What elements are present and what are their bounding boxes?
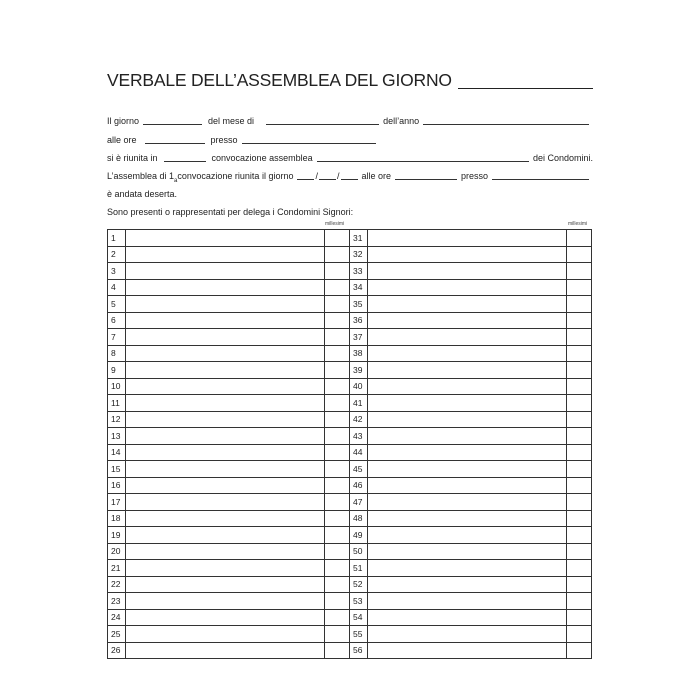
table-row xyxy=(350,626,592,643)
condomino-name-cell[interactable] xyxy=(126,345,325,362)
row-number: 21 xyxy=(108,560,126,577)
millesimi-cell[interactable] xyxy=(567,362,592,379)
table-row xyxy=(350,296,592,313)
date-line xyxy=(107,113,593,126)
millesimi-cell[interactable] xyxy=(567,329,592,346)
condomino-name-cell[interactable] xyxy=(126,543,325,560)
row-number: 35 xyxy=(350,296,368,313)
millesimi-header-left: millesimi xyxy=(325,221,345,227)
convocation-line xyxy=(107,150,593,163)
riunita-blank[interactable] xyxy=(164,160,206,162)
deserta-label: è andata deserta. xyxy=(107,189,178,199)
condomino-name-cell[interactable] xyxy=(126,246,325,263)
condomino-name-cell[interactable] xyxy=(126,609,325,626)
millesimi-cell[interactable] xyxy=(325,329,350,346)
condomino-name-cell[interactable] xyxy=(368,312,567,329)
giorno-label: Il giorno xyxy=(107,116,140,126)
row-number: 43 xyxy=(350,428,368,445)
table-row xyxy=(108,527,350,544)
day-blank[interactable] xyxy=(297,178,314,180)
row-number: 56 xyxy=(350,642,368,659)
table-row xyxy=(108,312,350,329)
table-row xyxy=(350,279,592,296)
row-number: 15 xyxy=(108,461,126,478)
table-row xyxy=(350,543,592,560)
millesimi-cell[interactable] xyxy=(325,444,350,461)
condomino-name-cell[interactable] xyxy=(126,395,325,412)
table-row xyxy=(350,642,592,659)
row-number: 18 xyxy=(108,510,126,527)
table-row xyxy=(108,345,350,362)
millesimi-cell[interactable] xyxy=(567,477,592,494)
row-number: 49 xyxy=(350,527,368,544)
ore-blank[interactable] xyxy=(145,142,205,144)
table-row xyxy=(108,609,350,626)
row-number: 14 xyxy=(108,444,126,461)
row-number: 40 xyxy=(350,378,368,395)
table-row xyxy=(350,263,592,280)
row-number: 22 xyxy=(108,576,126,593)
row-number: 26 xyxy=(108,642,126,659)
millesimi-cell[interactable] xyxy=(325,510,350,527)
row-number: 50 xyxy=(350,543,368,560)
condomino-name-cell[interactable] xyxy=(126,560,325,577)
millesimi-cell[interactable] xyxy=(567,312,592,329)
table-row xyxy=(108,263,350,280)
table-row xyxy=(350,609,592,626)
millesimi-cell[interactable] xyxy=(325,312,350,329)
millesimi-cell[interactable] xyxy=(567,642,592,659)
millesimi-cell[interactable] xyxy=(567,263,592,280)
table-row xyxy=(350,560,592,577)
condomino-name-cell[interactable] xyxy=(368,428,567,445)
millesimi-cell[interactable] xyxy=(567,510,592,527)
condomini-label: dei Condomini. xyxy=(532,153,593,163)
millesimi-cell[interactable] xyxy=(567,345,592,362)
time-place-line xyxy=(107,132,593,145)
row-number: 3 xyxy=(108,263,126,280)
table-row xyxy=(350,477,592,494)
row-number: 23 xyxy=(108,593,126,610)
table-row xyxy=(108,378,350,395)
millesimi-cell[interactable] xyxy=(325,362,350,379)
millesimi-cell[interactable] xyxy=(567,609,592,626)
table-row xyxy=(108,510,350,527)
row-number: 46 xyxy=(350,477,368,494)
row-number: 53 xyxy=(350,593,368,610)
condomino-name-cell[interactable] xyxy=(368,593,567,610)
table-row xyxy=(108,494,350,511)
millesimi-cell[interactable] xyxy=(567,246,592,263)
table-row xyxy=(350,395,592,412)
row-number: 12 xyxy=(108,411,126,428)
table-row xyxy=(350,345,592,362)
condomino-name-cell[interactable] xyxy=(368,378,567,395)
condomino-name-cell[interactable] xyxy=(126,494,325,511)
condomino-name-cell[interactable] xyxy=(368,494,567,511)
page-title: VERBALE DELL’ASSEMBLEA DEL GIORNO xyxy=(107,70,452,90)
table-row xyxy=(108,642,350,659)
condomino-name-cell[interactable] xyxy=(126,428,325,445)
condomino-name-cell[interactable] xyxy=(368,576,567,593)
condomino-name-cell[interactable] xyxy=(368,279,567,296)
row-number: 9 xyxy=(108,362,126,379)
row-number: 13 xyxy=(108,428,126,445)
condomino-name-cell[interactable] xyxy=(368,543,567,560)
presso2-blank[interactable] xyxy=(492,178,589,180)
row-number: 24 xyxy=(108,609,126,626)
millesimi-cell[interactable] xyxy=(325,428,350,445)
millesimi-cell[interactable] xyxy=(567,560,592,577)
row-number: 2 xyxy=(108,246,126,263)
row-number: 51 xyxy=(350,560,368,577)
condomino-name-cell[interactable] xyxy=(126,642,325,659)
deserted-line xyxy=(107,186,593,199)
condomino-name-cell[interactable] xyxy=(368,246,567,263)
table-row xyxy=(108,246,350,263)
table-row xyxy=(350,428,592,445)
condomino-name-cell[interactable] xyxy=(126,477,325,494)
table-row xyxy=(108,477,350,494)
row-number: 42 xyxy=(350,411,368,428)
presso-label: presso xyxy=(210,135,238,145)
row-number: 32 xyxy=(350,246,368,263)
mese-blank[interactable] xyxy=(266,123,379,125)
table-row xyxy=(108,444,350,461)
condomino-name-cell[interactable] xyxy=(126,263,325,280)
condomino-name-cell[interactable] xyxy=(368,329,567,346)
table-row xyxy=(350,230,592,247)
condomino-name-cell[interactable] xyxy=(126,510,325,527)
condomino-name-cell[interactable] xyxy=(126,378,325,395)
row-number: 1 xyxy=(108,230,126,247)
condomino-name-cell[interactable] xyxy=(368,411,567,428)
ore2-blank[interactable] xyxy=(395,178,457,180)
month-blank[interactable] xyxy=(319,178,336,180)
millesimi-cell[interactable] xyxy=(325,642,350,659)
millesimi-cell[interactable] xyxy=(325,345,350,362)
giorno-blank[interactable] xyxy=(143,123,202,125)
row-number: 47 xyxy=(350,494,368,511)
attendees-table-right xyxy=(349,229,592,659)
row-number: 54 xyxy=(350,609,368,626)
millesimi-cell[interactable] xyxy=(567,543,592,560)
condomino-name-cell[interactable] xyxy=(126,296,325,313)
condomino-name-cell[interactable] xyxy=(368,527,567,544)
millesimi-cell[interactable] xyxy=(567,395,592,412)
table-row xyxy=(108,560,350,577)
millesimi-cell[interactable] xyxy=(567,494,592,511)
table-row xyxy=(108,626,350,643)
row-number: 20 xyxy=(108,543,126,560)
millesimi-cell[interactable] xyxy=(325,411,350,428)
condomino-name-cell[interactable] xyxy=(368,230,567,247)
condomino-name-cell[interactable] xyxy=(126,461,325,478)
row-number: 44 xyxy=(350,444,368,461)
row-number: 6 xyxy=(108,312,126,329)
condomino-name-cell[interactable] xyxy=(368,477,567,494)
millesimi-cell[interactable] xyxy=(567,593,592,610)
row-number: 48 xyxy=(350,510,368,527)
row-number: 5 xyxy=(108,296,126,313)
table-row xyxy=(350,494,592,511)
anno-blank[interactable] xyxy=(423,123,589,125)
millesimi-cell[interactable] xyxy=(325,543,350,560)
row-number: 4 xyxy=(108,279,126,296)
table-row xyxy=(350,378,592,395)
millesimi-cell[interactable] xyxy=(567,461,592,478)
row-number: 41 xyxy=(350,395,368,412)
row-number: 19 xyxy=(108,527,126,544)
row-number: 25 xyxy=(108,626,126,643)
condomino-name-cell[interactable] xyxy=(368,362,567,379)
prima-conv-label-b: convocazione riunita il giorno xyxy=(177,171,294,181)
condomino-name-cell[interactable] xyxy=(368,642,567,659)
millesimi-cell[interactable] xyxy=(567,626,592,643)
table-row xyxy=(108,428,350,445)
title-date-blank[interactable] xyxy=(458,88,593,89)
table-row xyxy=(350,461,592,478)
table-row xyxy=(108,296,350,313)
condomino-name-cell[interactable] xyxy=(368,395,567,412)
table-row xyxy=(350,593,592,610)
millesimi-cell[interactable] xyxy=(325,279,350,296)
table-row xyxy=(350,510,592,527)
millesimi-cell[interactable] xyxy=(567,576,592,593)
presenti-label: Sono presenti o rappresentati per delega i Condomini Signori: xyxy=(107,207,354,217)
row-number: 39 xyxy=(350,362,368,379)
prima-conv-label-a: L’assemblea di 1 xyxy=(107,171,175,181)
condomino-name-cell[interactable] xyxy=(126,527,325,544)
millesimi-cell[interactable] xyxy=(567,296,592,313)
table-row xyxy=(350,246,592,263)
row-number: 7 xyxy=(108,329,126,346)
condomino-name-cell[interactable] xyxy=(126,593,325,610)
table-row xyxy=(350,362,592,379)
millesimi-cell[interactable] xyxy=(325,494,350,511)
condomino-name-cell[interactable] xyxy=(126,329,325,346)
condomino-name-cell[interactable] xyxy=(126,411,325,428)
table-row xyxy=(350,444,592,461)
row-number: 52 xyxy=(350,576,368,593)
riunita-label: si è riunita in xyxy=(107,153,158,163)
title-row xyxy=(107,71,593,91)
condomino-name-cell[interactable] xyxy=(126,576,325,593)
condomino-name-cell[interactable] xyxy=(368,560,567,577)
millesimi-cell[interactable] xyxy=(325,527,350,544)
millesimi-cell[interactable] xyxy=(325,461,350,478)
condomino-name-cell[interactable] xyxy=(368,345,567,362)
millesimi-cell[interactable] xyxy=(325,378,350,395)
condomino-name-cell[interactable] xyxy=(368,263,567,280)
condomino-name-cell[interactable] xyxy=(368,296,567,313)
row-number: 10 xyxy=(108,378,126,395)
table-row xyxy=(350,576,592,593)
table-row xyxy=(108,362,350,379)
millesimi-cell[interactable] xyxy=(567,444,592,461)
row-number: 16 xyxy=(108,477,126,494)
millesimi-cell[interactable] xyxy=(325,609,350,626)
ore-label: alle ore xyxy=(107,135,137,145)
millesimi-cell[interactable] xyxy=(325,296,350,313)
millesimi-cell[interactable] xyxy=(567,527,592,544)
table-row xyxy=(108,230,350,247)
row-number: 34 xyxy=(350,279,368,296)
row-number: 17 xyxy=(108,494,126,511)
millesimi-cell[interactable] xyxy=(325,230,350,247)
row-number: 11 xyxy=(108,395,126,412)
condomino-name-cell[interactable] xyxy=(126,626,325,643)
millesimi-cell[interactable] xyxy=(325,560,350,577)
millesimi-cell[interactable] xyxy=(567,230,592,247)
first-convocation-line: L’assemblea di 1 a convocazione riunita il giorno / / alle ore presso xyxy=(107,168,593,181)
condomino-name-cell[interactable] xyxy=(368,444,567,461)
millesimi-cell[interactable] xyxy=(325,593,350,610)
table-row xyxy=(108,329,350,346)
table-row xyxy=(108,543,350,560)
table-row xyxy=(350,329,592,346)
millesimi-cell[interactable] xyxy=(567,279,592,296)
mese-label: del mese di xyxy=(208,116,255,126)
row-number: 45 xyxy=(350,461,368,478)
date-slash-1: / xyxy=(315,171,318,181)
attendees-table-left xyxy=(107,229,350,659)
millesimi-cell[interactable] xyxy=(325,246,350,263)
condomino-name-cell[interactable] xyxy=(126,444,325,461)
presso-blank[interactable] xyxy=(242,142,376,144)
millesimi-cell[interactable] xyxy=(325,395,350,412)
convocazione-blank[interactable] xyxy=(317,160,529,162)
presso2-label: presso xyxy=(461,171,489,181)
condomino-name-cell[interactable] xyxy=(368,510,567,527)
condomino-name-cell[interactable] xyxy=(368,609,567,626)
table-row xyxy=(108,593,350,610)
millesimi-cell[interactable] xyxy=(567,378,592,395)
table-row xyxy=(108,395,350,412)
condomino-name-cell[interactable] xyxy=(368,626,567,643)
condomino-name-cell[interactable] xyxy=(126,230,325,247)
table-row xyxy=(108,576,350,593)
year-blank[interactable] xyxy=(341,178,358,180)
millesimi-cell[interactable] xyxy=(325,626,350,643)
date-slash-2: / xyxy=(336,171,340,181)
condomino-name-cell[interactable] xyxy=(126,362,325,379)
table-row xyxy=(108,411,350,428)
row-number: 33 xyxy=(350,263,368,280)
table-row xyxy=(108,461,350,478)
present-line xyxy=(107,204,593,217)
millesimi-cell[interactable] xyxy=(325,477,350,494)
row-number: 31 xyxy=(350,230,368,247)
row-number: 8 xyxy=(108,345,126,362)
millesimi-cell[interactable] xyxy=(567,411,592,428)
millesimi-header-right: millesimi xyxy=(568,221,588,227)
convocazione-label: convocazione assemblea xyxy=(211,153,313,163)
row-number: 36 xyxy=(350,312,368,329)
table-row xyxy=(350,411,592,428)
condomino-name-cell[interactable] xyxy=(126,279,325,296)
ore2-label: alle ore xyxy=(361,171,392,181)
millesimi-cell[interactable] xyxy=(325,576,350,593)
row-number: 37 xyxy=(350,329,368,346)
row-number: 55 xyxy=(350,626,368,643)
anno-label: dell’anno xyxy=(383,116,420,126)
table-row xyxy=(350,312,592,329)
row-number: 38 xyxy=(350,345,368,362)
millesimi-cell[interactable] xyxy=(325,263,350,280)
condomino-name-cell[interactable] xyxy=(126,312,325,329)
millesimi-cell[interactable] xyxy=(567,428,592,445)
table-row xyxy=(350,527,592,544)
condomino-name-cell[interactable] xyxy=(368,461,567,478)
table-row xyxy=(108,279,350,296)
